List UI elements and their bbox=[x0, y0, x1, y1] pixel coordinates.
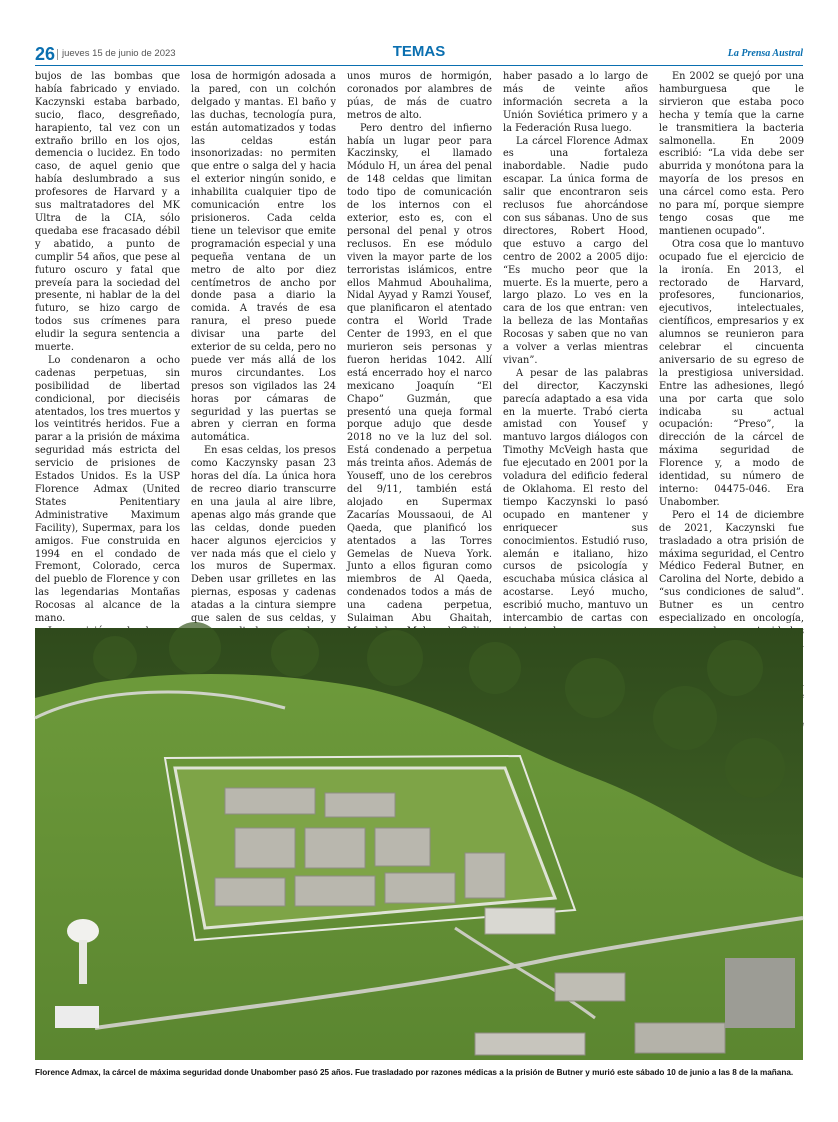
prison-aerial-photo bbox=[35, 628, 803, 1060]
paragraph: Otra cosa que lo mantuvo ocupado fue el ejercicio de la ironía. En 2013, el rectorado de Harvard, profesores, funcionarios, ejecutivos, intelectuales, científicos, empresarios y ex alumnos se reunieron para celebrar el cincuenta aniversario de su egreso de la prestigiosa universidad. Entre las adhesiones, llegó una por carta que solo indicaba su actual ocupación: “Preso”, la dirección de la cárcel de máxima seguridad de Florence y, a modo de identidad, su número de interno: 04475-046. Era Unabomber. bbox=[659, 238, 804, 508]
header-rule bbox=[35, 65, 803, 66]
page-number: 26 bbox=[35, 44, 56, 64]
paragraph: A pesar de las palabras del director, Kaczynski parecía adaptado a esa vida en la muerte. Trabó cierta amistad con Yousef y mantuvo largos diálogos con Timothy McVeigh hasta que fue ejecutado en 2001 por la voladura del edificio federal de Oklahoma. El resto del tiempo Kaczynski lo pasó ocupado en mantener y enriquecer sus conocimientos. Estudió ruso, alemán e italiano, hizo cursos de psicología y escuchaba música clásica al acostarse. Leyó mucho, escribió mucho, mantuvo un intercambio de cartas con bbox=[503, 367, 648, 625]
photo-caption: Florence Admax, la cárcel de máxima seguridad donde Unabomber pasó 25 años. Fue trasladado por razones médicas a la prisión de Butner y murió este sábado 10 de junio a las 8 de la mañana. bbox=[35, 1068, 794, 1077]
paragraph: Pero el 14 de diciembre de 2021, Kaczynski fue trasladado a otra prisión de máxima seguridad, el Centro Médico Federal Butner, en Carolina del Norte, debido a “sus condiciones de salud”. Butner es un centro especializado en oncología, bbox=[659, 509, 804, 625]
publication-name: La Prensa Austral bbox=[727, 48, 803, 59]
paragraph: bujos de las bombas que había fabricado y enviado. Kaczynski estaba barbado, sucio, flaco, desgreñado, harapiento, tal vez con un extraño brillo en los ojos, demencia o lucidez. En todo caso, de aquel genio que había deslumbrado a sus profesores de Harvard y a sus maltratadores del MK Ultra de la CIA, sólo quedaba ese fracasado débil y abatido, a punto de cumplir 54 años, que pese al futuro oscuro y fatal que preveía para la sociedad del presente, ni hablar de la del futuro, se hizo cargo de todos sus crímenes para eludir la segura sentencia a muerte. bbox=[35, 71, 180, 354]
paragraph: haber pasado a lo largo de más de veinte años información secreta a la Unión Soviética primero y a la Federación Rusa luego. bbox=[503, 71, 648, 134]
article-column-2 bbox=[191, 71, 336, 625]
paragraph: La cárcel Florence Admax es una fortaleza inabordable. Nadie pudo escapar. La única forma de salir que encontraron seis reclusos fue ahorcándose con sus sábanas. Uno de sus directores, Robert Hood, que estuvo a cargo del centro de 2002 a 2005 dijo: “Es mucho peor que la muerte. Es la muerte, pero a largo plazo. Lo ves en la cara de los que entran: ven la belleza de las Montañas Rocosas y saben que no van a volver a verlas mientras vivan”. bbox=[503, 135, 648, 366]
paragraph: losa de hormigón adosada a la pared, con un colchón delgado y mantas. El baño y las duchas, tecnología pura, están automatizados y todas las celdas están insonorizadas: no permiten que entre o salga del y hacia el exterior ningún sonido, e inhabilita cualquier tipo de comunicación entre los prisioneros. Cada celda tiene un televisor que emite programación especial y una pequeña ventana de un metro de alto por diez centímetros de ancho por donde pasa a diario la comida. A través de esa ranura, el preso puede divisar una parte del exterior de su celda, pero no puede ver más allá de los muros circundantes. Los presos son vigilados las 24 horas por cámaras de seguridad y las puertas se abren y cierran en forma automática. bbox=[191, 71, 336, 444]
paragraph: En 2002 se quejó por una hamburguesa que le sirvieron que estaba poco hecha y temía que la carne le transmitiera la bacteria salmonella. En 2009 escribió: “La vida debe ser aburrida y monótona para la mayoría de los presos en una cárcel como esta. Pero no para mí, porque siempre tengo cosas que me mantienen ocupado”. bbox=[659, 71, 804, 237]
issue-date: jueves 15 de junio de 2023 bbox=[62, 48, 176, 59]
paragraph: Lo condenaron a ocho cadenas perpetuas, sin posibilidad de libertad condicional, por dieciséis atentados, los tres muertos y los veintitrés heridos. Fue a parar a la prisión de máxima seguridad más estricta del servicio de prisiones de Estados Unidos. Es la USP Florence Admax (United States Penitentiary Administrative Maximum Facility), Supermax, para los amigos. Fue construida en 1994 en el condado de Fremont, Colorado, cerca del pueblo de Florence y con las legendarias Montañas Rocosas al alcance de la mano. bbox=[35, 354, 180, 625]
article-column-3 bbox=[347, 71, 492, 625]
page-header bbox=[35, 44, 803, 66]
aerial-photo-illustration bbox=[35, 628, 803, 1060]
article-body bbox=[35, 71, 805, 625]
paragraph: En esas celdas, los presos como Kaczynsky pasan 23 horas del día. La única hora de recreo diario transcurre en una jaula al aire libre, apenas algo más grande que las celdas, donde pueden hacer algunos ejercicios y ver nada más que el cielo y los muros de Supermax. Deben usar grilletes en las piernas, esposas y cadenas atadas a la cintura siempre que salen de sus celdas, y bbox=[191, 445, 336, 625]
article-column-5 bbox=[659, 71, 804, 625]
article-column-1 bbox=[35, 71, 180, 625]
article-column-4 bbox=[503, 71, 648, 625]
paragraph: Pero dentro del infierno había un lugar peor para Kaczinsky, el llamado Módulo H, un área del penal de 148 celdas que limitan todo tipo de comunicación de los internos con el exterior, esto es, con el personal del penal y otros reclusos. En ese módulo viven la mayor parte de los terroristas islámicos, entre ellos Mahmud Abouhalima, Nidal Ayyad y Ramzi Yousef, que planificaron el atentado contra el World Trade Center de 1993, en el que murieron seis personas y fueron heridas 1042. Allí está encerrado hoy el narco mexicano Joaquín “El Chapo” Guzmán, que presentó una queja formal porque adujo que desde 2018 no ve la luz del sol. Está condenado a perpetua más treinta años. Además de Youseff, uno de los cerebros del 9/11, también está alojado en Supermax Zacarías Moussaoui, de Al Qaeda, que planificó los atentados a las Torres Gemelas de Nueva York. Junto a ellos figuran como miembros de Al Qaeda, condenados todos a más de una cadena perpetua, Sulaiman Abu Ghaitah, bbox=[347, 122, 492, 625]
section-title: TEMAS bbox=[392, 43, 446, 60]
paragraph: unos muros de hormigón, coronados por alambres de púas, de más de cuatro metros de alto. bbox=[347, 71, 492, 121]
